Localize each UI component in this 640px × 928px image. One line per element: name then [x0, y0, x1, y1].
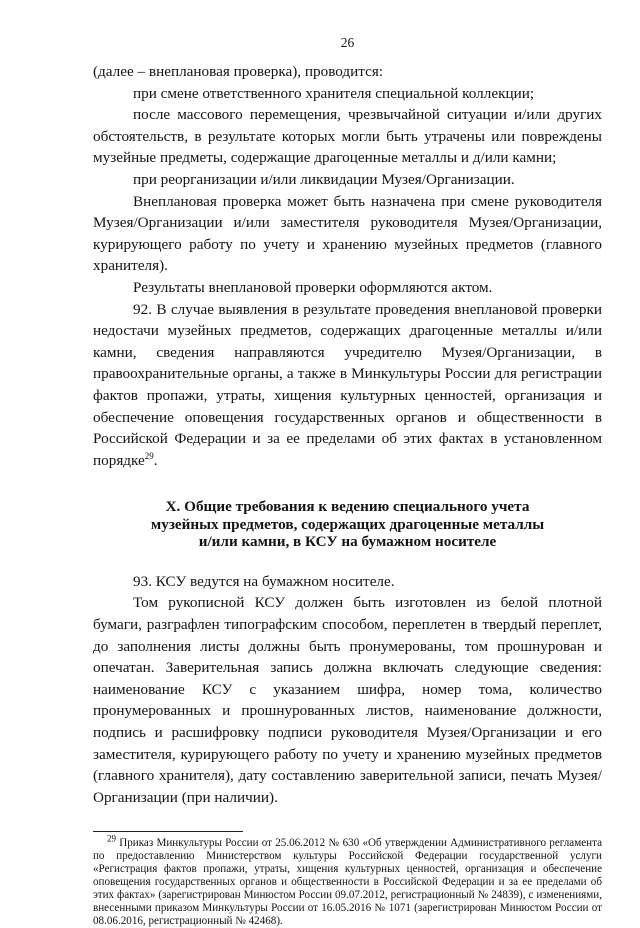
paragraph-item: Внеплановая проверка может быть назначена при смене руководителя Музея/Организации и/или заместителя руководителя Музея/Организации, курирующего работу по учету и хранению музейных предметов (главного хранителя). — [93, 192, 602, 275]
footnote-number: 29 — [107, 833, 116, 844]
paragraph-continuation: (далее – внеплановая проверка), проводится: — [93, 63, 384, 80]
paragraph-item: после массового перемещения, чрезвычайной ситуации и/или других обстоятельств, в результате которых могли быть утрачены или повреждены музейные предметы, содержащие драгоценные металлы и д/или камни; — [93, 106, 602, 167]
footnote-text: Приказ Минкультуры России от 25.06.2012 № 630 «Об утверждении Административного регламента по предоставлению Министерством культуры Российской Федерации государственной услуги «Регистрация фактов пропажи, утраты, хищения культурных ценностей, организация и обеспечение оповещения государственных органов и общественности в Российской Федерации и за ее пределами об этих фактах» (зарегистрирован Минюстом России 09.07.2012, регистрационный № 24839), с изменениями, внесенными приказом Минкультуры России от 16.05.2016 № 1071 (зарегистрирован Минюстом России от 08.06.2016, регистрационный № 42468). — [93, 837, 602, 927]
paragraph-93: 93. КСУ ведутся на бумажном носителе. — [133, 572, 395, 590]
footnote — [93, 833, 602, 927]
paragraph-item: при смене ответственного хранителя специальной коллекции; — [133, 84, 535, 102]
section-heading-line: и/или камни, в КСУ на бумажном носителе — [198, 533, 497, 551]
section-heading-line: X. Общие требования к ведению специального учета — [165, 498, 530, 516]
footnote-reference[interactable]: 29 — [144, 450, 154, 461]
document-body — [93, 61, 602, 808]
paragraph-92 — [93, 299, 602, 472]
paragraph-item: Том рукописной КСУ должен быть изготовлен из белой плотной бумаги, разграфлен типографским способом, переплетен в твердый переплет, до заполнения листы должны быть пронумерованы, том прошнурован и опечатан. Заверительная запись должна включать следующие сведения: наименование КСУ с указанием шифра, номер тома, количество пронумерованных и прошнурованных листов, наименование должности, подпись и расшифровку подписи руководителя Музея/Организации и его заместителя, курирующего работу по учету и хранению музейных предметов (главного хранителя), дату составлению заверительной записи, печать Музея/Организации (при наличии). — [93, 594, 602, 806]
paragraph-item: при реорганизации и/или ликвидации Музея/Организации. — [133, 170, 515, 188]
section-heading — [93, 498, 602, 551]
paragraph-92-text: 92. В случае выявления в результате проведения внеплановой проверки недостачи музейных предметов, содержащих драгоценные металлы и/или камни, сведения направляются учредителю Музея/Организации, в правоохранительные органы, а также в Минкультуры России для регистрации фактов пропажи, утраты, хищения культурных ценностей, организация и обеспечение оповещения государственных органов и общественности в Российской Федерации и за ее пределами об этих фактах в установленном порядке — [93, 300, 602, 469]
paragraph-item: Результаты внеплановой проверки оформляются актом. — [133, 278, 493, 296]
paragraph-92-end: . — [153, 451, 158, 469]
page-number: 26 — [340, 35, 355, 50]
footnote-divider — [93, 831, 243, 832]
section-heading-line: музейных предметов, содержащих драгоценные металлы — [150, 515, 545, 533]
